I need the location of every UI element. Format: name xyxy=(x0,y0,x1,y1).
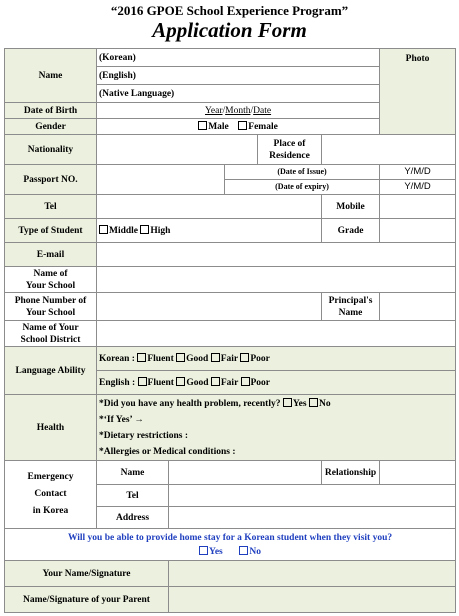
school-district-line2: School District xyxy=(20,334,81,345)
korean-fluent-checkbox[interactable] xyxy=(137,353,146,362)
tel-field[interactable] xyxy=(97,195,322,219)
middle-checkbox[interactable] xyxy=(99,225,108,234)
residence-field[interactable] xyxy=(322,135,456,165)
dob-sep-2: / xyxy=(250,105,254,116)
grade-label: Grade xyxy=(322,219,380,243)
english-ability-row xyxy=(97,371,456,395)
name-native-field[interactable] xyxy=(97,85,380,103)
school-phone-line1: Phone Number of xyxy=(14,295,87,306)
nationality-field[interactable] xyxy=(97,135,258,165)
emergency-address-label: Address xyxy=(97,507,169,529)
emergency-name-label: Name xyxy=(97,461,169,485)
school-name-label xyxy=(5,267,97,293)
school-phone-field[interactable] xyxy=(97,293,322,321)
dob-month: Month xyxy=(225,105,251,116)
korean-fair-label: Fair xyxy=(220,353,238,364)
gender-label: Gender xyxy=(5,119,97,135)
passport-number-field[interactable] xyxy=(97,165,225,195)
tel-label: Tel xyxy=(5,195,97,219)
dob-label: Date of Birth xyxy=(5,103,97,119)
emergency-line1: Emergency xyxy=(27,472,74,482)
passport-label: Passport NO. xyxy=(5,165,97,195)
korean-fair-checkbox[interactable] xyxy=(211,353,220,362)
english-fair-checkbox[interactable] xyxy=(211,377,220,386)
emergency-line2: Contact xyxy=(34,489,67,499)
nationality-label: Nationality xyxy=(5,135,97,165)
school-name-field[interactable] xyxy=(97,267,456,293)
health-problem-question xyxy=(99,396,453,412)
health-problem-text: *Did you have any health problem, recently? xyxy=(99,398,281,409)
residence-label-line1: Place of xyxy=(273,138,306,149)
passport-expiry-label: (Date of expiry) xyxy=(225,180,380,195)
homestay-options xyxy=(7,545,453,559)
gender-male-checkbox[interactable] xyxy=(198,121,207,130)
health-label: Health xyxy=(5,395,97,461)
mobile-field[interactable] xyxy=(380,195,456,219)
photo-label: Photo xyxy=(405,54,430,64)
parent-signature-label: Name/Signature of your Parent xyxy=(5,587,169,613)
residence-label xyxy=(258,135,322,165)
health-questions xyxy=(97,395,456,461)
name-native-label: (Native Language) xyxy=(99,88,175,99)
principal-line1: Principal's xyxy=(328,295,373,306)
allergies-line[interactable]: *Allergies or Medical conditions : xyxy=(99,446,236,457)
emergency-name-field[interactable] xyxy=(169,461,322,485)
passport-expiry-date[interactable]: Y/M/D xyxy=(380,180,456,195)
grade-field[interactable] xyxy=(380,219,456,243)
school-district-line1: Name of Your xyxy=(22,322,79,333)
english-good-label: Good xyxy=(186,377,209,388)
school-phone-label xyxy=(5,293,97,321)
homestay-row xyxy=(5,529,456,561)
form-header xyxy=(0,0,459,48)
name-label: Name xyxy=(5,49,97,103)
english-poor-label: Poor xyxy=(250,377,271,388)
english-poor-checkbox[interactable] xyxy=(241,377,250,386)
english-ability-label: English : xyxy=(99,377,136,388)
school-name-line2: Your School xyxy=(25,280,76,291)
photo-box[interactable] xyxy=(380,49,456,135)
homestay-question: Will you be able to provide home stay for a Korean student when they visit you? xyxy=(67,532,393,543)
homestay-no-label: No xyxy=(249,546,262,557)
if-yes-line[interactable]: *‘If Yes’ → xyxy=(99,414,144,425)
name-korean-field[interactable] xyxy=(97,49,380,67)
name-english-field[interactable] xyxy=(97,67,380,85)
korean-good-checkbox[interactable] xyxy=(176,353,185,362)
korean-ability-row xyxy=(97,347,456,371)
passport-issue-date[interactable]: Y/M/D xyxy=(380,165,456,180)
dob-year: Year xyxy=(204,105,223,116)
name-english-label: (English) xyxy=(99,70,136,81)
emergency-tel-label: Tel xyxy=(97,485,169,507)
korean-ability-label: Korean : xyxy=(99,353,135,364)
principal-field[interactable] xyxy=(380,293,456,321)
gender-female-checkbox[interactable] xyxy=(238,121,247,130)
health-no-checkbox[interactable] xyxy=(309,398,318,407)
language-label: Language Ability xyxy=(5,347,97,395)
application-table xyxy=(4,48,456,613)
school-district-label xyxy=(5,321,97,347)
homestay-no-checkbox[interactable] xyxy=(239,546,248,555)
dob-sep-1: / xyxy=(222,105,226,116)
korean-poor-checkbox[interactable] xyxy=(240,353,249,362)
english-fair-label: Fair xyxy=(220,377,239,388)
your-signature-field[interactable] xyxy=(169,561,456,587)
homestay-yes-label: Yes xyxy=(209,546,223,557)
school-phone-line2: Your School xyxy=(25,307,76,318)
relationship-field[interactable] xyxy=(380,461,456,485)
dietary-line[interactable]: *Dietary restrictions : xyxy=(99,430,188,441)
health-yes-label: Yes xyxy=(292,398,307,409)
parent-signature-field[interactable] xyxy=(169,587,456,613)
student-type-options xyxy=(97,219,322,243)
health-no-label: No xyxy=(318,398,331,409)
dob-field[interactable] xyxy=(97,103,380,119)
english-good-checkbox[interactable] xyxy=(176,377,185,386)
english-fluent-label: Fluent xyxy=(147,377,174,388)
korean-fluent-label: Fluent xyxy=(147,353,174,364)
high-checkbox[interactable] xyxy=(140,225,149,234)
relationship-label: Relationship xyxy=(322,461,380,485)
school-district-field[interactable] xyxy=(97,321,456,347)
gender-male-label: Male xyxy=(208,121,229,132)
middle-label: Middle xyxy=(109,225,139,236)
emergency-label xyxy=(5,461,97,529)
korean-good-label: Good xyxy=(186,353,209,364)
emergency-line3: in Korea xyxy=(32,506,69,516)
english-fluent-checkbox[interactable] xyxy=(138,377,147,386)
mobile-label: Mobile xyxy=(322,195,380,219)
emergency-address-field[interactable] xyxy=(169,507,456,529)
school-name-line1: Name of xyxy=(33,268,68,279)
email-label: E-mail xyxy=(5,243,97,267)
gender-female-label: Female xyxy=(248,121,278,132)
homestay-yes-checkbox[interactable] xyxy=(199,546,208,555)
gender-options xyxy=(97,119,380,135)
your-signature-label: Your Name/Signature xyxy=(5,561,169,587)
form-title: Application Form xyxy=(152,18,307,42)
passport-issue-label: (Date of Issue) xyxy=(225,165,380,180)
principal-label xyxy=(322,293,380,321)
email-field[interactable] xyxy=(97,243,456,267)
student-type-label: Type of Student xyxy=(5,219,97,243)
health-yes-checkbox[interactable] xyxy=(283,398,292,407)
residence-label-line2: Residence xyxy=(269,150,310,161)
principal-line2: Name xyxy=(338,307,363,318)
name-korean-label: (Korean) xyxy=(99,52,136,63)
high-label: High xyxy=(150,225,171,236)
dob-date: Date xyxy=(253,105,272,116)
program-title: “2016 GPOE School Experience Program” xyxy=(110,3,349,18)
korean-poor-label: Poor xyxy=(250,353,270,364)
emergency-tel-field[interactable] xyxy=(169,485,456,507)
